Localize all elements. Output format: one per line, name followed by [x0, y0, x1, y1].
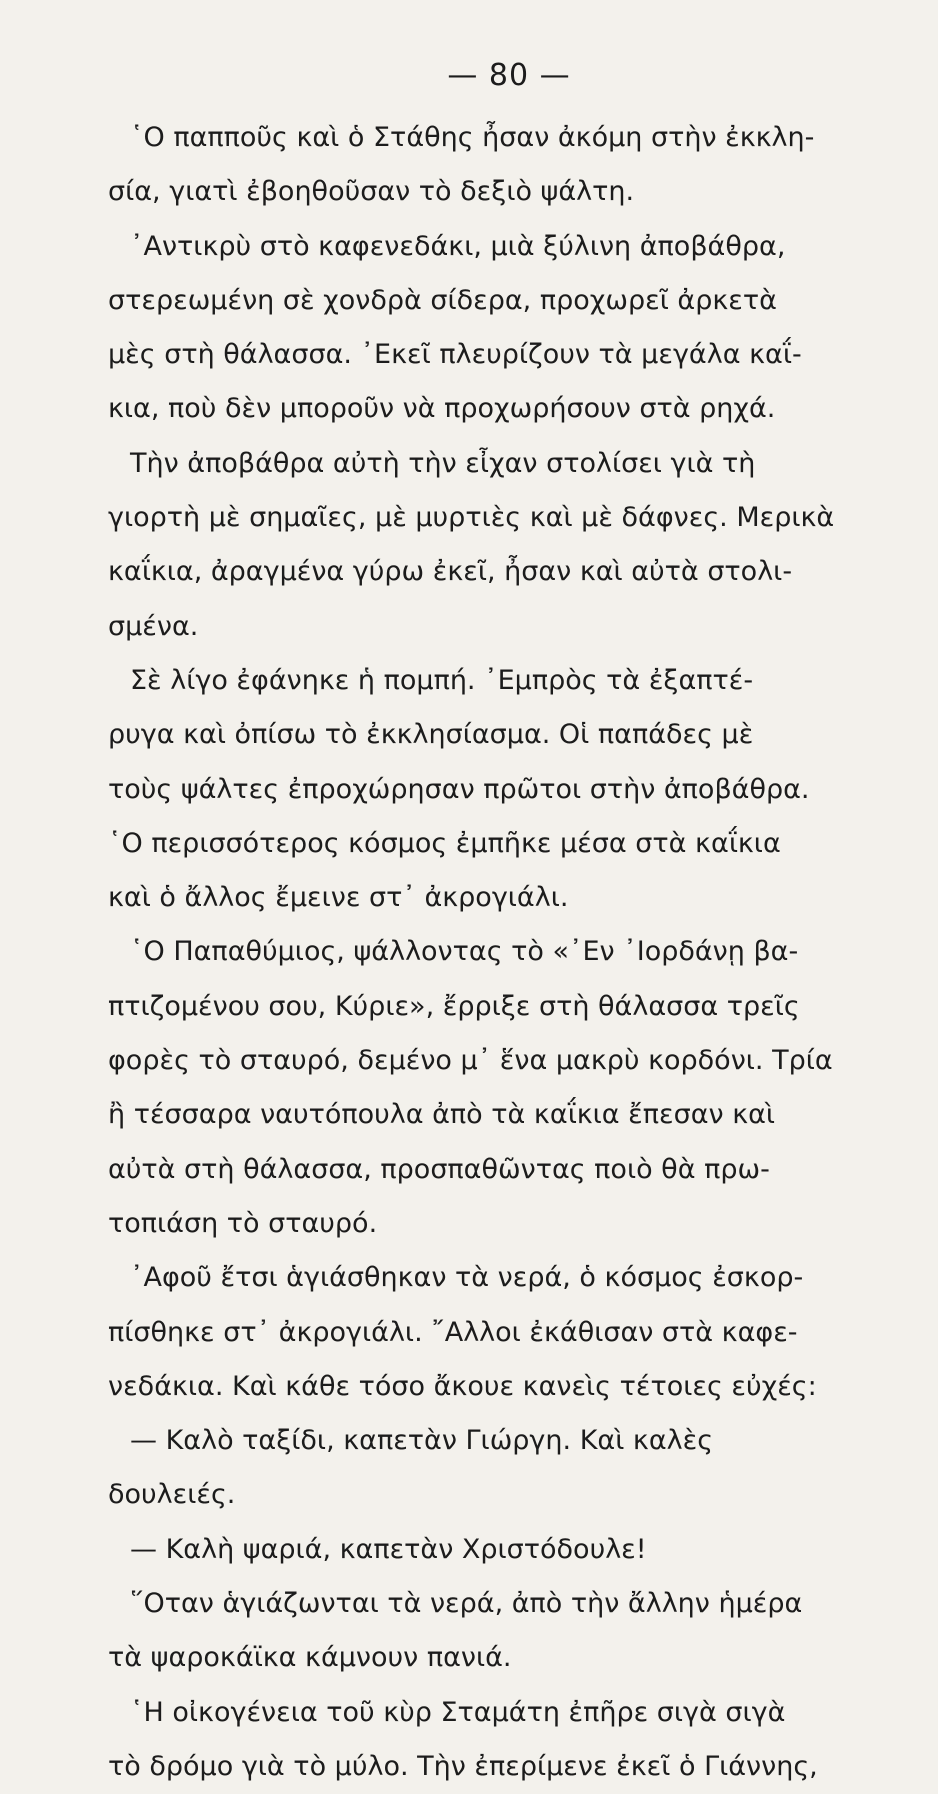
text-line: ρυγα καὶ ὀπίσω τὸ ἐκκλησίασμα. Οἱ παπάδες μὲ [108, 719, 754, 751]
text-line: φορὲς τὸ σταυρό, δεμένο μ᾿ ἕνα μακρὺ κορδόνι. Τρία [108, 1045, 833, 1077]
text-line: ᾿Αντικρὺ στὸ καφενεδάκι, μιὰ ξύλινη ἀποβάθρα, [130, 230, 786, 262]
text-line: νεδάκια. Καὶ κάθε τόσο ἄκουε κανεὶς τέτοιες εὐχές: [108, 1370, 817, 1402]
text-line: ῾Ο παπποῦς καὶ ὁ Στάθης ἦσαν ἀκόμη στὴν ἐκκλη- [130, 122, 815, 153]
text-line: — Καλὴ ψαριά, καπετὰν Χριστόδουλε! [130, 1533, 647, 1565]
text-line: ᾿Αφοῦ ἔτσι ἁγιάσθηκαν τὰ νερά, ὁ κόσμος ἐσκορ- [130, 1262, 804, 1294]
text-line: ἢ τέσσαρα ναυτόπουλα ἀπὸ τὰ καΐκια ἔπεσαν καὶ [108, 1099, 776, 1131]
text-line: γιορτὴ μὲ σημαῖες, μὲ μυρτιὲς καὶ μὲ δάφνες. Μερικὰ [108, 502, 835, 534]
text-line: σία, γιατὶ ἐβοηθοῦσαν τὸ δεξιὸ ψάλτη. [108, 176, 635, 208]
text-line: αὐτὰ στὴ θάλασσα, προσπαθῶντας ποιὸ θὰ πρω- [108, 1153, 770, 1185]
text-line: ῞Οταν ἁγιάζωνται τὰ νερά, ἀπὸ τὴν ἄλλην ἡμέρα [130, 1588, 803, 1620]
page-number: — 80 — [447, 58, 571, 93]
text-line: τὰ ψαροκάϊκα κάμνουν πανιά. [108, 1642, 512, 1674]
text-line: καΐκια, ἀραγμένα γύρω ἐκεῖ, ἦσαν καὶ αὐτὰ στολι- [108, 556, 793, 588]
text-line: ῾Η οἰκογένεια τοῦ κὺρ Σταμάτη ἐπῆρε σιγὰ σιγὰ [130, 1696, 786, 1728]
text-line: τοπιάση τὸ σταυρό. [108, 1207, 378, 1239]
text-line: τὸ δρόμο γιὰ τὸ μύλο. Τὴν ἐπερίμενε ἐκεῖ ὁ Γιάννης, [108, 1750, 818, 1782]
text-line: Σὲ λίγο ἐφάνηκε ἡ πομπή. ᾿Εμπρὸς τὰ ἐξαπτέ- [130, 664, 754, 696]
text-line: δουλειές. [108, 1479, 236, 1511]
text-line: σμένα. [108, 610, 199, 642]
text-line: ῾Ο περισσότερος κόσμος ἐμπῆκε μέσα στὰ καΐκια [108, 827, 781, 859]
text-line: κια, ποὺ δὲν μποροῦν νὰ προχωρήσουν στὰ ρηχά. [108, 393, 776, 425]
text-line: μὲς στὴ θάλασσα. ᾿Εκεῖ πλευρίζουν τὰ μεγάλα καΐ- [108, 339, 802, 371]
text-line: πτιζομένου σου, Κύριε», ἔρριξε στὴ θάλασσα τρεῖς [108, 990, 800, 1022]
text-line: πίσθηκε στ᾿ ἀκρογιάλι. ῎Αλλοι ἐκάθισαν στὰ καφε- [108, 1316, 798, 1348]
text-line: στερεωμένη σὲ χονδρὰ σίδερα, προχωρεῖ ἀρκετὰ [108, 284, 777, 316]
text-line: καὶ ὁ ἄλλος ἔμεινε στ᾿ ἀκρογιάλι. [108, 882, 569, 914]
text-line: ῾Ο Παπαθύμιος, ψάλλοντας τὸ «᾿Εν ᾿Ιορδάνῃ βα- [130, 936, 799, 968]
text-line: τοὺς ψάλτες ἐπροχώρησαν πρῶτοι στὴν ἀποβάθρα. [108, 773, 810, 805]
text-line: Τὴν ἀποβάθρα αὐτὴ τὴν εἶχαν στολίσει γιὰ τὴ [130, 447, 756, 479]
text-line: — Καλὸ ταξίδι, καπετὰν Γιώργη. Καὶ καλὲς [130, 1425, 714, 1457]
page-text-body [108, 111, 890, 1794]
